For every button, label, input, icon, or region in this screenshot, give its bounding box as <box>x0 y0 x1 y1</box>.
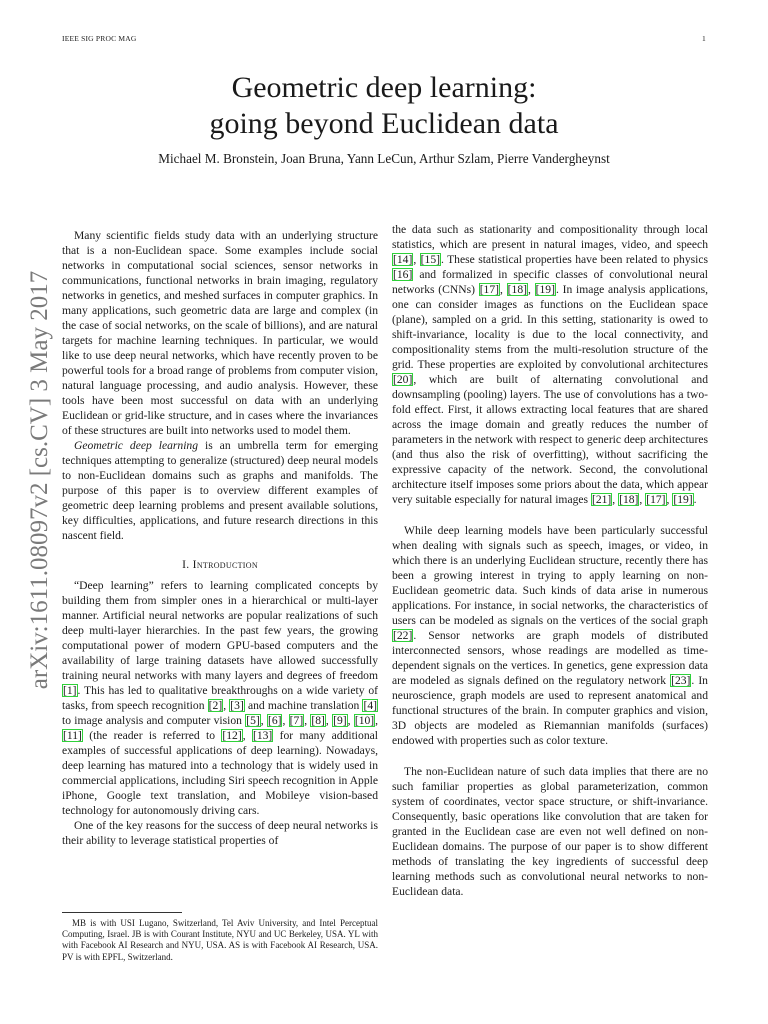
citation-link[interactable]: [20] <box>393 373 413 386</box>
abstract-paragraph-1: Many scientific fields study data with an underlying structure that is a non-Euclidean space. Some examples include social networks in computational social sciences, sensor networks in communications, functional networks in brain imaging, regulatory networks in genetics, and meshed surfaces in computer graphics. In many applications, such geometric data are large and complex (in the case of social networks, on the scale of billions), and are natural targets for machine learning techniques. In particular, we would like to use deep neural networks, which have recently proven to be powerful tools for a broad range of problems from computer vision, natural language processing, and audio analysis. However, these tools have been most successful on data with an underlying Euclidean or grid-like structure, and in cases where the invariances of these structures are built into networks used to model them. <box>62 229 378 437</box>
citation-link[interactable]: [7] <box>289 714 304 727</box>
footnote-divider <box>62 912 182 913</box>
citation-link[interactable]: [17] <box>646 493 666 506</box>
journal-header: IEEE SIG PROC MAG <box>62 34 137 43</box>
intro-paragraph-2-continued: the data such as stationarity and compositionality through local statistics, which are present in natural images, video, and speech [14], [15]. These statistical properties have been related to physics [16] and formalized in specific classes of convolutional neural networks (CNNs) [17], [18], [19]. In image analysis applications, one can consider images as functions on the Euclidean space (plane), sampled on a grid. In this setting, stationarity is owed to shift-invariance, locality is due to the local connectivity, and compositionality stems from the multi-resolution structure of the grid. These properties are exploited by convolutional architectures [20], which are built of alternating convolutional and downsampling (pooling) layers. The use of convolutions has a two-fold effect. First, it allows extracting local features that are shared across the image domain and greatly reduces the number of parameters in the network with respect to generic deep architectures (and thus also the risk of overfitting), without sacrificing the expressive capacity of the network. Second, the convolutional architecture itself imposes some priors about the data, which appear very suitable especially for natural images [21], [18], [17], [19]. <box>392 223 709 506</box>
paper-title <box>0 70 768 142</box>
citation-link[interactable]: [15] <box>420 253 440 266</box>
citation-link[interactable]: [9] <box>333 714 347 727</box>
citation-link[interactable]: [5] <box>246 714 260 727</box>
author-list: Michael M. Bronstein, Joan Bruna, Yann LeCun, Arthur Szlam, Pierre Vandergheynst <box>158 151 610 166</box>
intro-paragraph-1: “Deep learning” refers to learning complicated concepts by building them from simpler ones in a hierarchical or multi-layer manner. Artificial neural networks are popular realizations of such deep multi-layer hierarchies. In the past few years, the growing computational power of modern GPU-based computers and the availability of large training datasets have allowed successfully training neural networks with many layers and degrees of freedom [1]. This has led to qualitative breakthroughs on a wide variety of tasks, from speech recognition [2], [3] and machine translation [4] to image analysis and computer vision [5], [6], [7], [8], [9], [10], [11] (the reader is referred to [12], [13] for many additional examples of successful applications of deep learning). Nowadays, deep learning has matured into a technology that is widely used in commercial applications, including Siri speech recognition in Apple iPhone, Google text translation, and Mobileye vision-based technology for autonomously driving cars. <box>62 579 379 817</box>
citation-link[interactable]: [18] <box>619 493 639 506</box>
citation-link[interactable]: [19] <box>535 283 555 296</box>
abstract-key-term: Geometric deep learning <box>74 439 199 452</box>
citation-link[interactable]: [2] <box>208 699 223 712</box>
citation-link[interactable]: [3] <box>230 699 244 712</box>
citation-link[interactable]: [1] <box>63 684 77 697</box>
intro-paragraph-3: While deep learning models have been particularly successful when dealing with signals such as speech, images, or video, in which there is an underlying Euclidean structure, recently there has been a growing interest in trying to apply learning on non-Euclidean geometric data. Such kinds of data arise in numerous applications. For instance, in social networks, the characteristics of users can be modeled as signals on the vertices of the social graph [22]. Sensor networks are graph models of distributed interconnected sensors, whose readings are modelled as time-dependent signals on the vertices. In genetics, gene expression data are modeled as signals defined on the regulatory network [23]. In neuroscience, graph models are used to represent anatomical and functional structures of the brain. In computer graphics and vision, 3D objects are modeled as Riemannian manifolds (surfaces) endowed with properties such as color texture. <box>392 524 708 747</box>
citation-link[interactable]: [8] <box>311 714 325 727</box>
citation-link[interactable]: [18] <box>507 283 527 296</box>
arxiv-stamp: arXiv:1611.08097v2 [cs.CV] 3 May 2017 <box>26 270 53 690</box>
citation-link[interactable]: [4] <box>363 699 377 712</box>
intro-paragraph-2: One of the key reasons for the success of deep neural networks is their ability to leverage statistical properties of <box>62 819 378 847</box>
title-line-1: Geometric deep learning: <box>231 71 537 104</box>
page-number: 1 <box>702 34 706 43</box>
citation-link[interactable]: [14] <box>393 253 413 266</box>
citation-link[interactable]: [12] <box>222 729 242 742</box>
citation-link[interactable]: [17] <box>479 283 500 296</box>
abstract-paragraph-2: Geometric deep learning is an umbrella term for emerging techniques attempting to generalize (structured) deep neural models to non-Euclidean domains such as graphs and manifolds. The purpose of this paper is to overview different examples of geometric deep learning problems and present available solutions, key difficulties, applications, and future research directions in this nascent field. <box>62 439 378 542</box>
citation-link[interactable]: [22] <box>393 629 413 642</box>
title-line-2: going beyond Euclidean data <box>209 107 559 140</box>
citation-link[interactable]: [11] <box>63 729 82 742</box>
affiliation-footnote: MB is with USI Lugano, Switzerland, Tel Aviv University, and Intel Perceptual Computing, Israel. JB is with Courant Institute, NYU and UC Berkeley, USA. YL with with Facebook AI Research and NYU, USA. AS is with Facebook AI Research, USA. PV is with EPFL, Switzerland. <box>62 918 378 962</box>
citation-link[interactable]: [19] <box>673 493 693 506</box>
citation-link[interactable]: [6] <box>267 714 282 727</box>
citation-link[interactable]: [21] <box>591 493 612 506</box>
citation-link[interactable]: [23] <box>671 674 691 687</box>
citation-link[interactable]: [16] <box>393 268 413 281</box>
right-column <box>392 222 708 899</box>
citation-link[interactable]: [10] <box>354 714 375 727</box>
left-column <box>62 228 378 848</box>
section-heading-introduction: I. Introduction <box>182 558 258 571</box>
citation-link[interactable]: [13] <box>252 729 273 742</box>
intro-paragraph-4: The non-Euclidean nature of such data implies that there are no such familiar properties as global parameterization, common system of coordinates, vector space structure, or shift-invariance. Consequently, basic operations like convolution that are taken for granted in the Euclidean case are even not well defined on non-Euclidean domains. The purpose of our paper is to show different methods of translating the key ingredients of successful deep learning methods such as convolutional neural networks to non-Euclidean data. <box>392 765 708 898</box>
